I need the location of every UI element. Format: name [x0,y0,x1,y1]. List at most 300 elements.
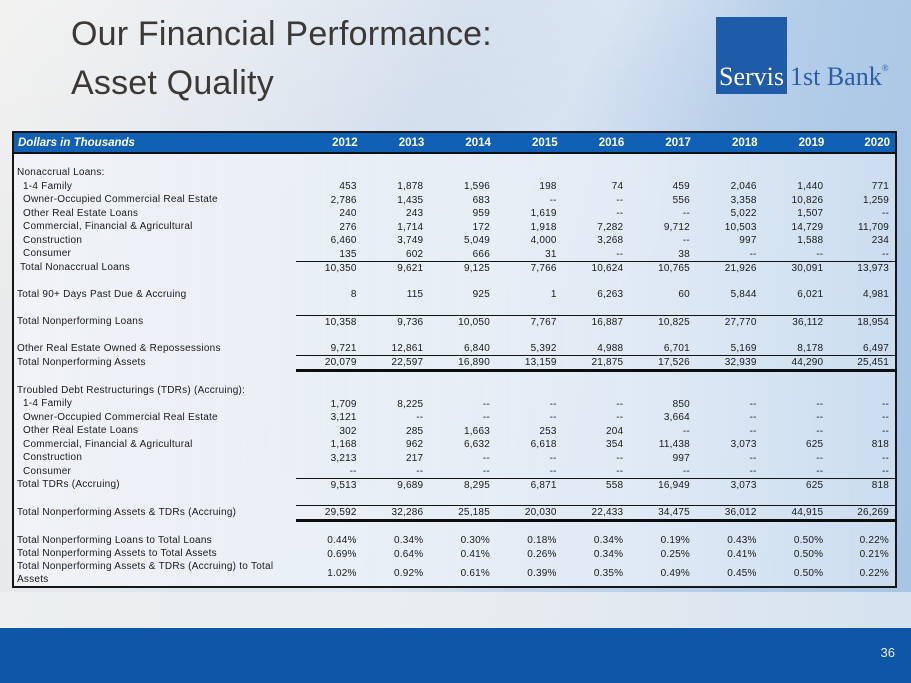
row-label: 1-4 Family [23,398,73,409]
value-cell: -- [816,412,824,424]
value-cell: 10,350 [324,262,357,274]
value-cell [829,329,896,343]
row-label: Total Nonperforming Assets & TDRs (Accruing) [17,506,237,518]
value-cell [696,329,763,343]
value-cell: 0.22% [859,568,889,579]
value-cell: -- [682,208,690,220]
value-cell: 7,282 [597,221,624,233]
table-row [13,479,896,493]
value-cell [363,521,430,535]
table-row [13,180,896,194]
value-cell [429,302,496,316]
value-cell: 253 [539,425,557,437]
value-cell: 6,460 [330,235,357,247]
row-label: Total Nonperforming Assets & TDRs (Accruing) to Total Assets [17,561,274,585]
value-cell [763,329,830,343]
table-row [13,521,896,535]
value-cell: 16,887 [563,315,630,329]
value-cell: 556 [672,194,690,206]
year-column-header: 2012 [296,132,363,153]
value-cell: 26,269 [829,506,896,521]
row-label: Total TDRs (Accruing) [17,479,120,490]
value-cell: 10,503 [724,221,757,233]
value-cell [829,153,896,167]
table-row [13,465,896,479]
value-cell [696,167,763,181]
value-cell [696,302,763,316]
value-cell: -- [629,465,696,479]
value-cell: 0.19% [660,535,690,547]
value-cell: -- [749,398,757,410]
value-cell: 3,358 [730,194,757,206]
row-label: Other Real Estate Loans [23,425,139,436]
table-row [13,221,896,235]
value-cell [563,521,630,535]
table-row [13,315,896,329]
table-row [13,356,896,371]
year-column-header: 2018 [696,132,763,153]
value-cell: 285 [406,425,424,437]
value-cell: 9,125 [463,262,490,274]
value-cell: 3,213 [330,452,357,464]
value-cell [429,521,496,535]
value-cell: 7,767 [496,315,563,329]
value-cell: 34,475 [629,506,696,521]
table-row [13,438,896,452]
value-cell: 18,954 [829,315,896,329]
table-row [13,398,896,412]
value-cell: -- [763,465,830,479]
registered-trademark-icon: ® [881,63,889,73]
value-cell: -- [881,425,889,437]
value-cell: 0.61% [460,568,490,579]
value-cell [829,371,896,385]
value-cell [363,302,430,316]
value-cell: 32,939 [696,356,763,371]
table-row [13,329,896,343]
year-column-header: 2013 [363,132,430,153]
value-cell [829,384,896,398]
value-cell: 0.64% [393,548,424,560]
row-label: Total Nonperforming Loans to Total Loans [17,534,212,546]
value-cell: 0.25% [660,548,690,560]
logo-bank-text: 1st Bank® [790,62,889,91]
page-title-line1: Our Financial Performance: [71,15,492,53]
value-cell [429,167,496,181]
value-cell: 20,030 [496,506,563,521]
value-cell: 9,736 [363,315,430,329]
page-title [71,10,492,108]
value-cell: 6,618 [530,439,557,451]
value-cell: 9,721 [330,343,357,354]
table-row [13,288,896,302]
value-cell: 6,263 [597,289,624,301]
value-cell [763,492,830,506]
value-cell [696,371,763,385]
table-row [13,275,896,289]
value-cell: -- [816,425,824,437]
value-cell: 0.69% [327,548,357,560]
value-cell [363,153,430,167]
value-cell [629,329,696,343]
value-cell: 0.35% [593,568,624,579]
row-label: Commercial, Financial & Agricultural [23,438,193,450]
year-column-header: 2014 [429,132,496,153]
value-cell: 1,168 [330,439,357,451]
value-cell: -- [296,465,363,479]
table-row [13,234,896,248]
value-cell: 302 [339,425,357,437]
value-cell: 962 [406,439,424,451]
value-cell [763,371,830,385]
background-haze [0,592,911,628]
value-cell [296,371,363,385]
value-cell: -- [763,248,830,262]
value-cell: 1,918 [530,221,557,233]
value-cell: -- [416,412,424,424]
value-cell: 44,290 [763,356,830,371]
value-cell [829,167,896,181]
value-cell: 1,596 [463,181,490,193]
value-cell: -- [563,465,630,479]
table-row [13,167,896,181]
value-cell [563,329,630,343]
value-cell [763,302,830,316]
table-row [13,425,896,439]
value-cell: -- [549,452,557,464]
value-cell: -- [363,465,430,479]
value-cell [296,275,363,289]
value-cell: 36,012 [696,506,763,521]
value-cell: 36,112 [763,315,830,329]
value-cell: 818 [871,480,889,491]
value-cell: 771 [871,181,889,193]
value-cell: -- [696,465,763,479]
value-cell: 1,440 [797,181,824,193]
value-cell [496,492,563,506]
value-cell [629,521,696,535]
value-cell: 4,988 [597,343,624,354]
value-cell: 0.22% [859,535,889,547]
value-cell: 10,826 [791,194,824,206]
value-cell: 27,770 [696,315,763,329]
value-cell: 13,973 [857,262,889,274]
table-row [13,492,896,506]
servisfirst-bank-logo [716,17,901,95]
value-cell: -- [616,398,624,410]
value-cell: 3,073 [730,480,757,491]
value-cell: -- [881,452,889,464]
value-cell: 172 [472,221,490,233]
value-cell [363,329,430,343]
value-cell: -- [496,465,563,479]
row-label: Total Nonperforming Assets [17,356,146,368]
value-cell [296,329,363,343]
table-row [13,194,896,208]
value-cell: 0.92% [393,568,424,579]
row-label: Total 90+ Days Past Due & Accruing [17,288,187,300]
value-cell: 21,875 [563,356,630,371]
value-cell: 6,701 [663,343,690,354]
value-cell: -- [881,208,889,220]
value-cell: 0.18% [527,535,557,547]
value-cell: 666 [429,248,496,262]
value-cell: 10,050 [429,315,496,329]
value-cell: 9,513 [330,480,357,491]
value-cell: -- [429,465,496,479]
value-cell: 8,295 [463,480,490,491]
value-cell: -- [749,425,757,437]
value-cell [363,371,430,385]
row-label: Consumer [23,248,72,259]
value-cell: 0.34% [593,548,624,560]
value-cell: 1,588 [797,235,824,247]
value-cell [429,371,496,385]
table-header-row [13,132,896,153]
value-cell [629,384,696,398]
value-cell: 8,225 [397,398,424,410]
value-cell: 0.39% [527,568,557,579]
year-column-header: 2015 [496,132,563,153]
value-cell: 25,451 [829,356,896,371]
value-cell [696,275,763,289]
value-cell: 7,766 [530,262,557,274]
value-cell [496,329,563,343]
value-cell: -- [816,452,824,464]
value-cell: 4,000 [530,235,557,247]
value-cell: 22,433 [563,506,630,521]
row-label: Owner-Occupied Commercial Real Estate [23,194,218,205]
year-column-header: 2020 [829,132,896,153]
value-cell: 1.02% [327,568,357,579]
value-cell [763,384,830,398]
row-label [13,521,296,535]
value-cell [363,492,430,506]
value-cell: -- [482,398,490,410]
value-cell [629,492,696,506]
value-cell: 25,185 [429,506,496,521]
value-cell [629,371,696,385]
value-cell: 0.30% [460,535,490,547]
value-cell: 997 [739,235,757,247]
value-cell: 0.44% [327,535,357,547]
value-cell: 0.49% [660,568,690,579]
value-cell: 8 [350,289,357,301]
value-cell: 959 [472,208,490,220]
value-cell: 459 [672,181,690,193]
value-cell [496,384,563,398]
value-cell: 20,079 [296,356,363,371]
value-cell: 17,526 [629,356,696,371]
value-cell: 198 [539,181,557,193]
value-cell: 0.26% [527,548,557,560]
footer-bar [0,628,911,683]
value-cell: -- [829,248,896,262]
table-header-label: Dollars in Thousands [13,132,296,153]
row-label: Total Nonperforming Loans [17,315,144,327]
asset-quality-table [12,131,897,588]
value-cell [629,153,696,167]
value-cell: 32,286 [363,506,430,521]
value-cell: 13,159 [496,356,563,371]
value-cell [496,302,563,316]
table-row [13,548,896,562]
value-cell: 1,259 [862,194,889,206]
row-label: Total Nonperforming Assets to Total Assets [17,548,217,559]
value-cell [363,384,430,398]
value-cell: 12,861 [391,343,424,354]
value-cell [296,302,363,316]
value-cell [496,371,563,385]
value-cell: 0.34% [593,535,624,547]
value-cell: 115 [406,289,424,301]
table-row [13,371,896,385]
value-cell: 74 [611,181,624,193]
value-cell: -- [482,412,490,424]
value-cell [496,275,563,289]
table-row [13,302,896,316]
value-cell: 10,825 [629,315,696,329]
value-cell: 10,765 [658,262,690,274]
row-label: Troubled Debt Restructurings (TDRs) (Accruing): [17,384,246,396]
value-cell [763,521,830,535]
value-cell [629,302,696,316]
value-cell: 997 [672,452,690,464]
value-cell: 1,435 [397,194,424,206]
asset-quality-table-wrap [12,131,897,588]
value-cell [629,167,696,181]
value-cell [829,521,896,535]
value-cell: 60 [678,289,690,301]
value-cell: 22,597 [363,356,430,371]
row-label: Nonaccrual Loans: [17,167,105,178]
page-title-line2: Asset Quality [71,64,274,102]
value-cell [296,521,363,535]
value-cell: -- [829,465,896,479]
table-row [13,342,896,356]
value-cell [563,275,630,289]
value-cell: 6,021 [797,289,824,301]
value-cell: -- [616,412,624,424]
value-cell: 0.50% [793,535,824,547]
value-cell: 3,073 [730,439,757,451]
value-cell: 5,844 [730,289,757,301]
value-cell: 5,169 [730,343,757,354]
value-cell: 11,438 [658,439,690,451]
value-cell: 11,709 [857,221,889,233]
value-cell [563,384,630,398]
value-cell: 135 [296,248,363,262]
value-cell: -- [549,398,557,410]
value-cell [763,167,830,181]
value-cell [563,153,630,167]
year-column-header: 2016 [563,132,630,153]
value-cell: 21,926 [724,262,757,274]
value-cell: 2,786 [330,194,357,206]
value-cell: 0.34% [393,535,424,547]
value-cell: 9,689 [397,480,424,491]
value-cell: 6,497 [862,343,889,354]
value-cell: 6,871 [530,480,557,491]
value-cell: 276 [339,221,357,233]
value-cell: 204 [605,425,624,437]
row-label: Other Real Estate Owned & Repossessions [17,342,221,354]
table-row [13,561,896,587]
row-label: Construction [23,452,83,463]
value-cell: 5,049 [463,235,490,247]
value-cell [496,521,563,535]
table-header [13,132,896,153]
value-cell: 16,890 [429,356,496,371]
value-cell: 925 [472,289,490,301]
value-cell [296,153,363,167]
value-cell: 0.45% [727,568,757,579]
row-label: Total Nonaccrual Loans [20,261,131,273]
value-cell: 1,714 [397,221,424,233]
value-cell: 38 [629,248,696,262]
value-cell [696,153,763,167]
row-label: Owner-Occupied Commercial Real Estate [23,411,218,423]
value-cell: -- [816,398,824,410]
value-cell: 6,632 [463,439,490,451]
value-cell: 453 [339,181,357,193]
value-cell: 9,712 [663,221,690,233]
value-cell: 3,268 [597,235,624,247]
row-label [13,329,296,343]
value-cell: 0.43% [727,535,757,547]
year-column-header: 2017 [629,132,696,153]
value-cell: 31 [496,248,563,262]
value-cell [829,275,896,289]
value-cell: 8,178 [797,343,824,354]
table-row [13,153,896,167]
value-cell: 1,709 [330,398,357,410]
value-cell [563,167,630,181]
value-cell [763,153,830,167]
value-cell: 0.50% [793,548,824,560]
value-cell [429,492,496,506]
table-row [13,207,896,221]
year-column-header: 2019 [763,132,830,153]
value-cell: 5,392 [530,343,557,354]
value-cell: 3,121 [330,412,357,424]
table-row [13,452,896,466]
value-cell: 850 [672,398,690,410]
value-cell: -- [749,412,757,424]
value-cell: 0.41% [460,548,490,560]
value-cell [563,302,630,316]
value-cell: 44,915 [763,506,830,521]
table-row [13,411,896,425]
value-cell: 29,592 [296,506,363,521]
table-row [13,384,896,398]
value-cell: 625 [805,480,824,491]
value-cell [429,275,496,289]
row-label: 1-4 Family [23,180,73,192]
value-cell [696,492,763,506]
value-cell: -- [881,398,889,410]
value-cell: -- [616,208,624,220]
value-cell: 243 [406,208,424,220]
value-cell: -- [549,194,557,206]
value-cell: 1,878 [397,181,424,193]
value-cell [563,371,630,385]
value-cell [496,153,563,167]
value-cell [496,167,563,181]
value-cell [629,275,696,289]
value-cell [429,153,496,167]
row-label [13,275,296,289]
